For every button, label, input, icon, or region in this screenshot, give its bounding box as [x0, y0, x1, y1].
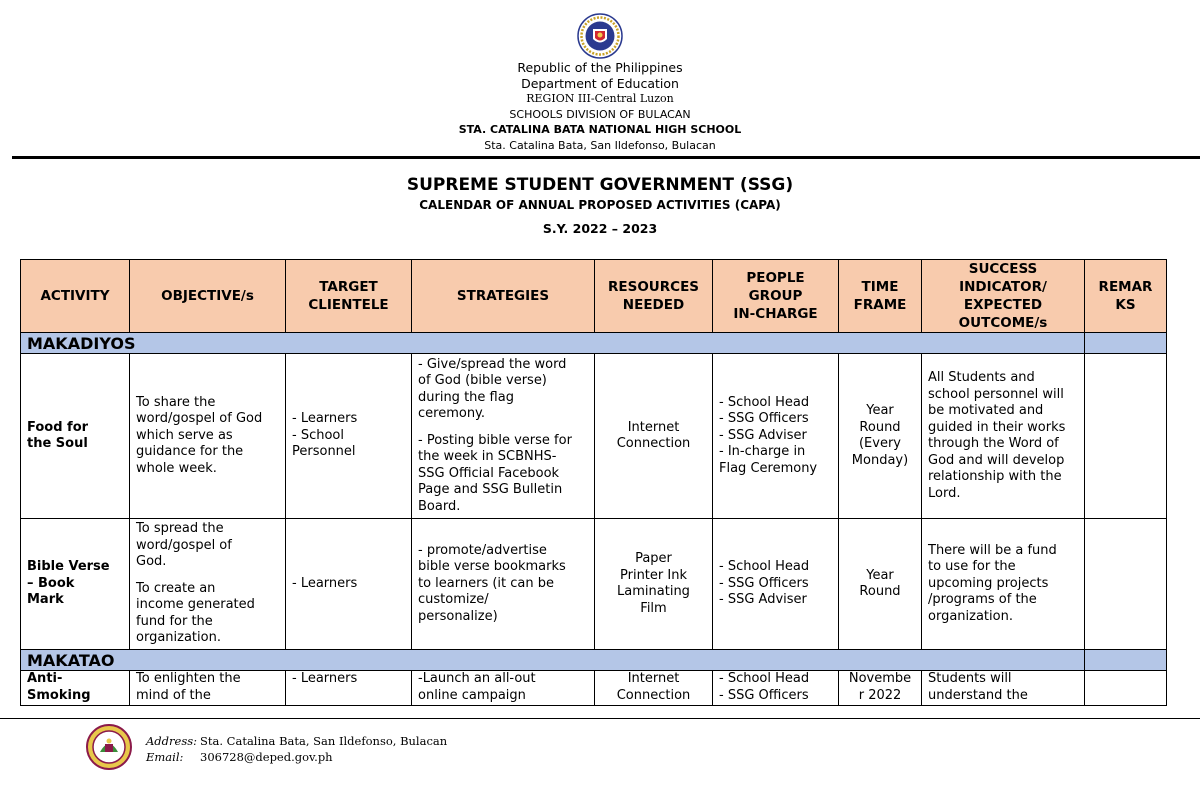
- col-success-label-4: OUTCOME/s: [958, 315, 1048, 331]
- people-cell: [713, 354, 839, 519]
- strategy-line: Board.: [418, 498, 461, 514]
- resources-line: Paper: [635, 551, 672, 566]
- resources-line: Internet: [627, 419, 680, 435]
- strategy-cell: [412, 519, 595, 650]
- success-cell: [922, 671, 1085, 706]
- col-time-label-2: FRAME: [853, 297, 907, 313]
- activity-cell: [21, 519, 130, 650]
- col-target-clientele: [286, 260, 412, 333]
- strategy-line: online campaign: [418, 687, 526, 703]
- target-cell: [286, 519, 412, 650]
- objective-line: To share the: [136, 394, 216, 410]
- deped-seal-logo: [577, 13, 623, 59]
- col-people-label-1: PEOPLE: [746, 270, 805, 286]
- people-line: - SSG Officers: [719, 575, 809, 591]
- people-line: - In-charge in: [719, 444, 806, 460]
- activity-text: Food for: [27, 419, 89, 435]
- time-line: Year: [866, 567, 894, 583]
- strategy-line: customize/: [418, 592, 489, 608]
- resources-line: Connection: [616, 687, 691, 703]
- target-line: - School: [292, 427, 344, 443]
- objective-cell: [130, 519, 286, 650]
- objective-line: To enlighten the: [136, 671, 241, 686]
- people-line: - SSG Adviser: [719, 427, 807, 443]
- activity-text: – Book: [27, 575, 75, 591]
- col-success-label-3: EXPECTED: [963, 297, 1043, 313]
- letterhead-address: Sta. Catalina Bata, San Ildefonso, Bulacan: [484, 138, 716, 152]
- resources-line: Laminating: [617, 584, 690, 599]
- table-row: [21, 671, 1167, 706]
- objective-cell: [130, 354, 286, 519]
- target-cell: [286, 354, 412, 519]
- col-success-indicator: [922, 260, 1085, 333]
- strategy-line: Page and SSG Bulletin: [418, 482, 563, 498]
- success-line: relationship with the: [928, 469, 1062, 484]
- objective-line: which serve as: [136, 427, 233, 443]
- section-label-makadiyos: MAKADIYOS: [21, 333, 1085, 354]
- success-line: through the Word of: [928, 436, 1059, 451]
- success-line: God and will develop: [928, 452, 1065, 468]
- remarks-cell: [1085, 354, 1167, 519]
- objective-line: God.: [136, 554, 167, 570]
- objective-line: whole week.: [136, 460, 217, 476]
- objective-line: mind of the: [136, 687, 211, 703]
- col-activity-label: ACTIVITY: [40, 288, 110, 304]
- letterhead-school: STA. CATALINA BATA NATIONAL HIGH SCHOOL: [458, 123, 742, 136]
- resources-cell: [595, 519, 713, 650]
- col-success-label-1: SUCCESS: [968, 261, 1038, 277]
- doc-subtitle: CALENDAR OF ANNUAL PROPOSED ACTIVITIES (CAPA): [419, 198, 781, 212]
- footer-email-value: 306728@deped.gov.ph: [200, 750, 333, 764]
- success-line: Students will: [928, 671, 1012, 686]
- time-line: Novembe: [848, 671, 912, 686]
- col-people-label-3: IN-CHARGE: [733, 306, 818, 322]
- col-resources-label-1: RESOURCES: [607, 279, 700, 295]
- strategy-line: the week in SCBNHS-: [418, 449, 557, 465]
- strategy-line: of God (bible verse): [418, 373, 547, 389]
- strategy-line: bible verse bookmarks: [418, 559, 566, 575]
- objective-line: organization.: [136, 630, 221, 646]
- activity-text: the Soul: [27, 436, 88, 451]
- objective-line: word/gospel of God: [136, 411, 263, 427]
- letterhead: [0, 60, 1200, 153]
- remarks-cell: [1085, 519, 1167, 650]
- objective-line: fund for the: [136, 613, 213, 629]
- success-line: understand the: [928, 687, 1028, 703]
- capa-table: [20, 259, 1167, 706]
- remarks-cell: [1085, 671, 1167, 706]
- strategy-line: during the flag: [418, 389, 514, 405]
- resources-line: Connection: [616, 436, 691, 451]
- people-cell: [713, 671, 839, 706]
- success-cell: [922, 519, 1085, 650]
- success-line: There will be a fund: [928, 542, 1057, 558]
- objective-spacer: [136, 571, 279, 581]
- col-objectives-label: OBJECTIVE/s: [161, 288, 254, 304]
- resources-line: Printer Ink: [620, 567, 687, 583]
- objective-line: To create an: [136, 580, 216, 596]
- school-logo: [86, 724, 132, 770]
- doc-title: SUPREME STUDENT GOVERNMENT (SSG): [406, 175, 794, 195]
- col-people-label-2: GROUP: [748, 288, 803, 304]
- strategy-line: to learners (it can be: [418, 575, 555, 591]
- success-line: to use for the: [928, 559, 1016, 575]
- col-success-label-2: INDICATOR/: [959, 279, 1047, 295]
- target-line: - Learners: [292, 575, 358, 591]
- table-row: [21, 519, 1167, 650]
- success-line: Lord.: [928, 485, 961, 501]
- col-activity: [21, 260, 130, 333]
- col-remarks: [1085, 260, 1167, 333]
- col-strategies-label: STRATEGIES: [456, 288, 550, 304]
- strategy-line: ceremony.: [418, 406, 486, 422]
- section-row-makadiyos: [21, 333, 1167, 354]
- strategy-line: personalize): [418, 608, 498, 624]
- time-line: Year: [866, 403, 894, 418]
- header-rule: [12, 156, 1200, 159]
- activity-cell: [21, 671, 130, 706]
- section-row-makatao: [21, 650, 1167, 671]
- section-remarks-cell: [1085, 650, 1167, 671]
- activity-text: Bible Verse: [27, 559, 110, 575]
- people-line: - School Head: [719, 559, 810, 575]
- footer-contact: [146, 733, 447, 765]
- objective-cell: [130, 671, 286, 706]
- col-time-frame: [839, 260, 922, 333]
- footer-email-label: Email:: [146, 750, 184, 764]
- section-remarks-cell: [1085, 333, 1167, 354]
- section-label-makatao: MAKATAO: [21, 650, 1085, 671]
- people-line: - SSG Officers: [719, 411, 809, 427]
- strategy-line: - promote/advertise: [418, 542, 547, 558]
- success-line: upcoming projects: [928, 575, 1049, 591]
- strategy-line: - Give/spread the word: [418, 356, 567, 372]
- strategy-cell: [412, 354, 595, 519]
- time-cell: [839, 671, 922, 706]
- col-remarks-label-2: KS: [1115, 297, 1136, 313]
- school-year: S.Y. 2022 – 2023: [542, 221, 658, 236]
- people-line: - School Head: [719, 671, 810, 686]
- col-target-label-1: TARGET: [319, 279, 378, 295]
- col-remarks-label-1: REMAR: [1098, 279, 1153, 295]
- footer-address-value: Sta. Catalina Bata, San Ildefonso, Bulacan: [200, 734, 448, 748]
- strategy-line: -Launch an all-out: [418, 671, 536, 686]
- col-target-label-2: CLIENTELE: [308, 297, 389, 313]
- success-line: organization.: [928, 608, 1013, 624]
- table-row: [21, 354, 1167, 519]
- time-cell: [839, 519, 922, 650]
- objective-line: To spread the: [136, 521, 224, 537]
- letterhead-department: Department of Education: [521, 75, 679, 91]
- activity-text: Mark: [27, 592, 64, 608]
- table-header-row: [21, 260, 1167, 333]
- time-line: Round: [859, 419, 901, 435]
- people-cell: [713, 519, 839, 650]
- success-line: All Students and: [928, 370, 1035, 385]
- time-line: Monday): [851, 452, 909, 468]
- success-line: /programs of the: [928, 592, 1037, 608]
- strategy-spacer: [418, 423, 588, 433]
- time-line: Round: [859, 584, 901, 599]
- time-cell: [839, 354, 922, 519]
- col-resources-label-2: NEEDED: [622, 297, 685, 313]
- target-line: - Learners: [292, 411, 358, 427]
- activity-text: Anti-: [27, 671, 63, 686]
- activity-cell: [21, 354, 130, 519]
- col-time-label-1: TIME: [861, 279, 899, 295]
- strategy-line: SSG Official Facebook: [418, 465, 560, 481]
- footer-address-label: Address:: [146, 734, 198, 748]
- strategy-cell: [412, 671, 595, 706]
- target-line: Personnel: [292, 444, 356, 460]
- time-line: r 2022: [858, 687, 902, 703]
- success-line: school personnel will: [928, 386, 1064, 402]
- strategy-line: - Posting bible verse for: [418, 432, 572, 448]
- col-resources: [595, 260, 713, 333]
- target-line: - Learners: [292, 671, 358, 686]
- footer-rule: [0, 718, 1200, 719]
- success-cell: [922, 354, 1085, 519]
- letterhead-region: REGION III-Central Luzon: [526, 92, 674, 105]
- target-cell: [286, 671, 412, 706]
- col-objectives: [130, 260, 286, 333]
- people-line: - School Head: [719, 394, 810, 410]
- objective-line: income generated: [136, 597, 255, 613]
- success-line: guided in their works: [928, 419, 1066, 435]
- resources-cell: [595, 354, 713, 519]
- resources-line: Internet: [627, 671, 680, 686]
- col-strategies: [412, 260, 595, 333]
- success-line: be motivated and: [928, 403, 1044, 418]
- activity-text: Smoking: [27, 687, 91, 703]
- people-line: - SSG Adviser: [719, 592, 807, 608]
- resources-cell: [595, 671, 713, 706]
- resources-line: Film: [640, 600, 667, 616]
- people-line: - SSG Officers: [719, 687, 809, 703]
- time-line: (Every: [858, 436, 901, 451]
- objective-line: word/gospel of: [136, 537, 232, 553]
- letterhead-republic: Republic of the Philippines: [517, 60, 683, 75]
- objective-line: guidance for the: [136, 444, 244, 460]
- letterhead-division: SCHOOLS DIVISION OF BULACAN: [509, 107, 691, 121]
- people-line: Flag Ceremony: [719, 460, 818, 476]
- col-people-in-charge: [713, 260, 839, 333]
